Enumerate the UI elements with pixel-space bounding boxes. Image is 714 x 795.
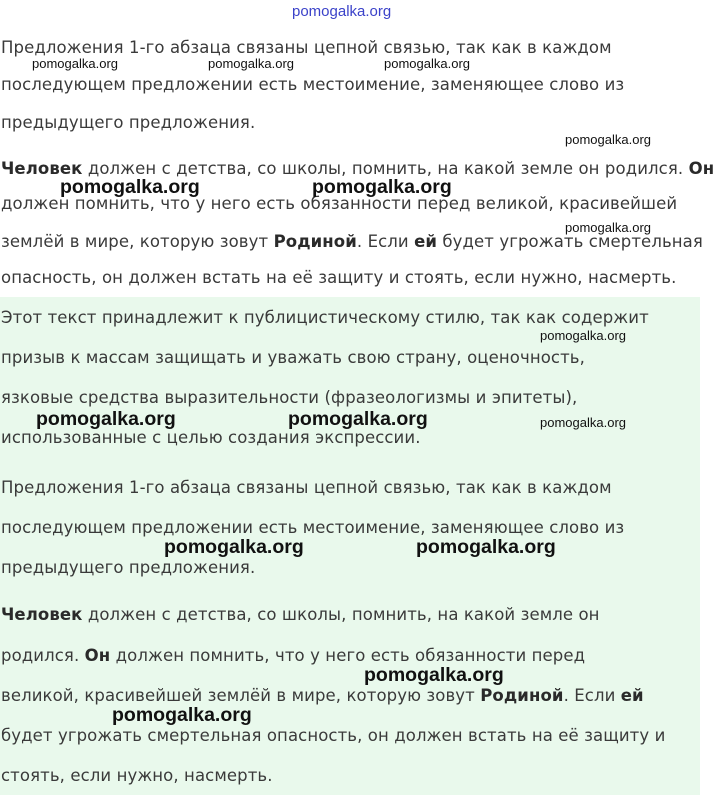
text-line: предыдущего предложения. <box>1 113 256 132</box>
text-line: Предложения 1-го абзаца связаны цепной связью, так как в каждом <box>1 38 612 57</box>
watermark: pomogalka.org <box>364 664 504 686</box>
watermark: pomogalka.org <box>416 536 556 558</box>
text-line: опасность, он должен встать на её защиту и стоять, если нужно, насмерть. <box>1 268 677 287</box>
watermark: pomogalka.org <box>32 56 118 71</box>
text-line: великой, красивейшей землёй в мире, которую зовут Родиной. Если ей <box>1 686 644 705</box>
text-line: Этот текст принадлежит к публицистическому стилю, так как содержит <box>1 308 649 327</box>
text-line: последующем предложении есть местоимение, заменяющее слово из <box>1 75 625 94</box>
watermark: pomogalka.org <box>112 704 252 726</box>
text-line: язковые средства выразительности (фразеологизмы и эпитеты), <box>1 388 578 407</box>
watermark: pomogalka.org <box>565 132 651 147</box>
text-line: землёй в мире, которую зовут Родиной. Если ей будет угрожать смертельная <box>1 232 703 251</box>
watermark: pomogalka.org <box>208 56 294 71</box>
bold-word: ей <box>414 232 438 251</box>
watermark: pomogalka.org <box>540 415 626 430</box>
watermark: pomogalka.org <box>60 176 200 198</box>
text-line: использованные с целью создания экспрессии. <box>1 428 421 447</box>
text-line: предыдущего предложения. <box>1 558 256 577</box>
text-line: Предложения 1-го абзаца связаны цепной связью, так как в каждом <box>1 478 612 497</box>
bold-word: Он <box>688 159 714 178</box>
text-line: Человек должен с детства, со школы, помнить, на какой земле он родился. Он <box>1 159 714 178</box>
watermark: pomogalka.org <box>288 408 428 430</box>
text-line: стоять, если нужно, насмерть. <box>1 766 273 785</box>
bold-word: Родиной <box>480 686 564 705</box>
text-line: родился. Он должен помнить, что у него есть обязанности перед <box>1 646 586 665</box>
watermark: pomogalka.org <box>292 3 392 20</box>
text-line: последующем предложении есть местоимение, заменяющее слово из <box>1 518 625 537</box>
bold-word: Человек <box>1 159 83 178</box>
bold-word: Родиной <box>273 232 357 251</box>
watermark: pomogalka.org <box>312 176 452 198</box>
watermark: pomogalka.org <box>540 328 626 343</box>
watermark: pomogalka.org <box>164 536 304 558</box>
watermark: pomogalka.org <box>384 56 470 71</box>
text-line: Человек должен с детства, со школы, помнить, на какой земле он <box>1 605 600 624</box>
bold-word: Человек <box>1 605 83 624</box>
green-highlighted-section <box>0 297 700 795</box>
text-line: должен помнить, что у него есть обязанности перед великой, красивейшей <box>1 194 678 213</box>
bold-word: ей <box>620 686 644 705</box>
watermark: pomogalka.org <box>36 408 176 430</box>
watermark: pomogalka.org <box>565 220 651 235</box>
bold-word: Он <box>84 646 111 665</box>
text-line: будет угрожать смертельная опасность, он должен встать на её защиту и <box>1 726 666 745</box>
text-line: призыв к массам защищать и уважать свою страну, оценочность, <box>1 348 585 367</box>
